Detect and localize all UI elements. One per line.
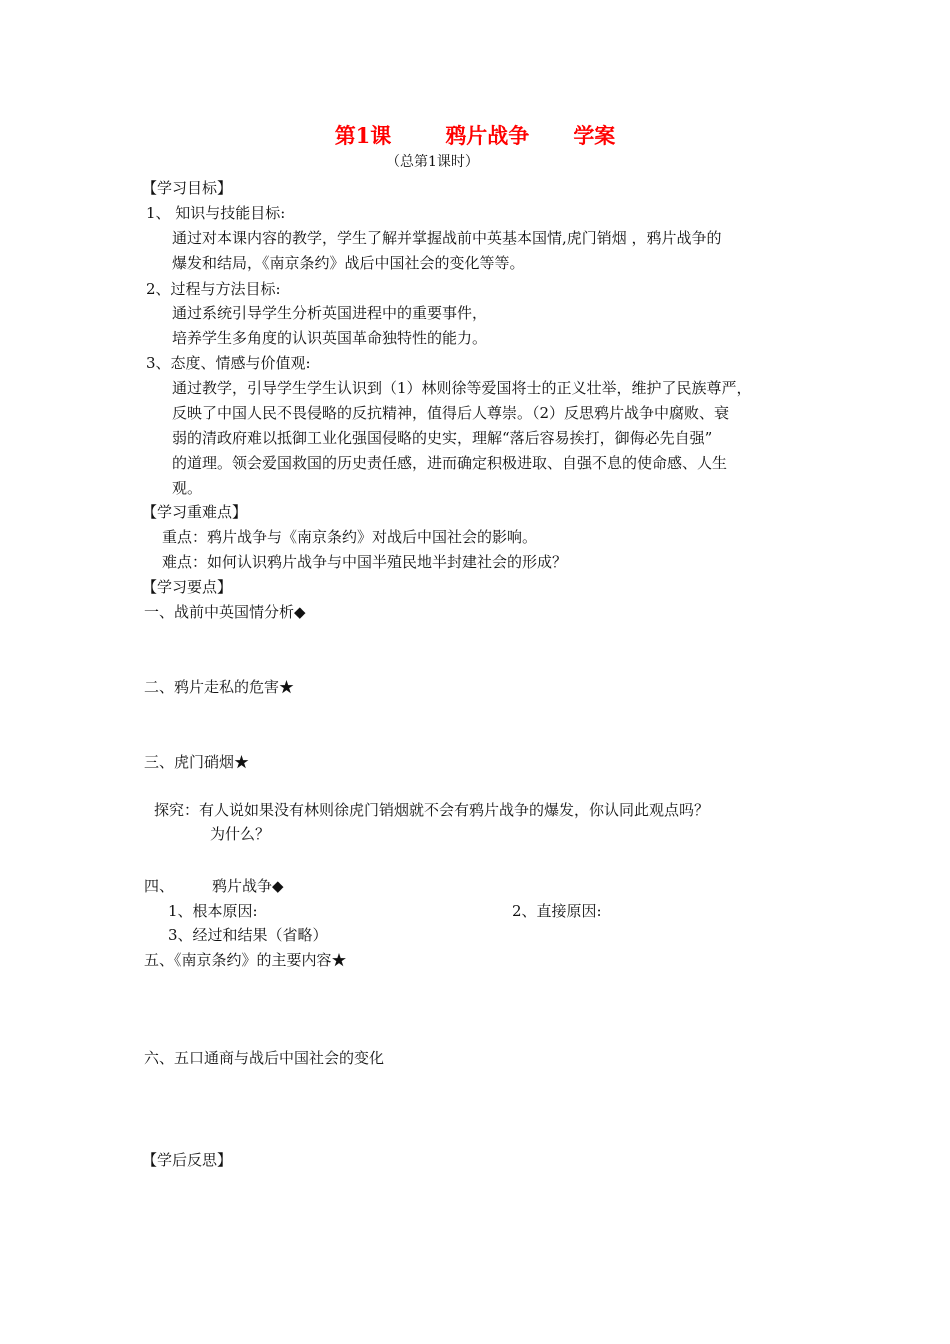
objective-3-line-2: 反映了中国人民不畏侵略的反抗精神，值得后人尊崇。（2）反思鸦片战争中腐败、衰 [172,404,730,422]
section-2: 二、鸦片走私的危害★ [144,678,295,696]
section-3: 三、虎门硝烟★ [144,753,250,771]
section-1: 一、战前中英国情分析◆ [144,603,306,621]
key-point-focus: 重点：鸦片战争与《南京条约》对战后中国社会的影响。 [162,528,538,546]
objective-1-line-1: 通过对本课内容的教学，学生了解并掌握战前中英基本国情,虎门销烟 ，鸦片战争的 [172,229,722,247]
title-topic: 鸦片战争 [445,123,530,148]
section-6: 六、五口通商与战后中国社会的变化 [144,1049,385,1067]
objective-3-line-4: 的道理。领会爱国救国的历史责任感，进而确定积极进取、自强不息的使命感、人生 [172,454,728,472]
section-4-direct-cause: 2、直接原因: [512,902,602,920]
section-4-number: 四、 [144,877,175,895]
objective-2-line-1: 通过系统引导学生分析英国进程中的重要事件， [172,304,488,322]
objective-1-title: 1、 知识与技能目标: [146,204,286,222]
objective-3-line-1: 通过教学，引导学生学生认识到（1）林则徐等爱国将士的正义壮举，维护了民族尊严， [172,379,752,397]
explore-line-1: 探究：有人说如果没有林则徐虎门销烟就不会有鸦片战争的爆发，你认同此观点吗？ [154,801,710,819]
title-lesson: 第1课 [334,123,392,148]
section-4-title: 鸦片战争◆ [212,877,284,895]
section-4-root-cause: 1、根本原因: [168,902,258,920]
objective-3-title: 3、态度、情感与价值观: [146,354,311,372]
objective-3-line-3: 弱的清政府难以抵御工业化强国侵略的史实，理解“落后容易挨打，御侮必先自强” [172,429,713,447]
page-subtitle: （总第1课时） [386,154,479,170]
explore-line-2: 为什么？ [210,825,271,843]
key-point-difficulty: 难点：如何认识鸦片战争与中国半殖民地半封建社会的形成？ [162,553,568,571]
objective-2-line-2: 培养学生多角度的认识英国革命独特性的能力。 [172,329,488,347]
title-type: 学案 [573,123,616,148]
page-title [0,122,950,150]
section-4-process: 3、经过和结果（省略） [168,926,328,944]
objective-3-line-5: 观。 [172,479,203,497]
key-points-heading: 【学习重难点】 [142,503,248,521]
objective-2-title: 2、过程与方法目标: [146,280,281,298]
reflection-heading: 【学后反思】 [142,1151,233,1169]
essentials-heading: 【学习要点】 [142,578,233,596]
objectives-heading: 【学习目标】 [142,179,233,197]
objective-1-line-2: 爆发和结局，《南京条约》战后中国社会的变化等等。 [172,254,525,272]
section-5: 五、《南京条约》的主要内容★ [144,951,347,969]
